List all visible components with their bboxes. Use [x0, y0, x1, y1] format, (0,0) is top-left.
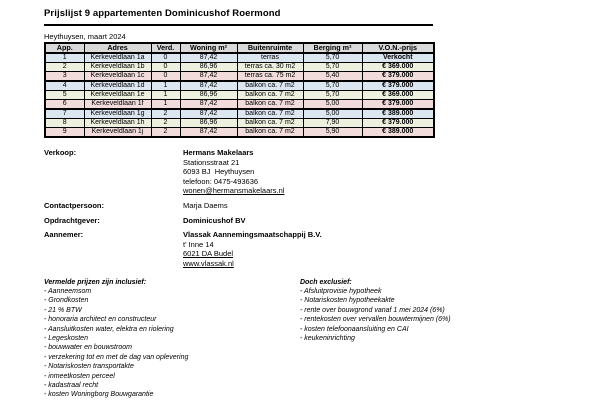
cell-woning: 87,42	[180, 100, 237, 110]
table-row	[45, 91, 434, 100]
info-label: Opdrachtgever:	[44, 215, 100, 225]
cell-adres: Kerkeveldlaan 1b	[84, 63, 151, 72]
info-line: Dominicushof BV	[183, 215, 246, 225]
list-item: - Notariskosten transportakte	[44, 363, 134, 371]
cell-buitenruimte: balkon ca. 7 m2	[237, 100, 303, 110]
cell-app: 3	[45, 72, 84, 82]
cell-prijs: € 379.000	[362, 72, 434, 82]
info-line: telefoon: 0475-493636	[183, 176, 259, 186]
cell-berging: 5,40	[303, 72, 362, 82]
table-row	[45, 119, 434, 128]
cell-app: 5	[45, 91, 84, 100]
cell-prijs: € 379.000	[362, 119, 434, 128]
link[interactable]: 6021 DA Budel	[183, 249, 234, 259]
cell-woning: 87,42	[180, 81, 237, 91]
price-table-body	[45, 53, 434, 137]
cell-prijs: € 369.000	[362, 91, 434, 100]
cell-verd: 1	[151, 81, 180, 91]
exclusief-heading: Doch exclusief:	[300, 278, 352, 286]
column-header: Adres	[84, 43, 151, 53]
date-location: Heythuysen, maart 2024	[44, 32, 126, 41]
info-line: Hermans Makelaars	[183, 148, 254, 157]
column-header: Woning m²	[180, 43, 237, 53]
link[interactable]: www.vlassak.nl	[183, 258, 234, 268]
list-item: - keukeninrichting	[300, 334, 355, 342]
info-label: Contactpersoon:	[44, 200, 104, 210]
column-header: V.O.N.-prijs	[362, 43, 434, 53]
cell-woning: 87,42	[180, 72, 237, 82]
cell-prijs: € 379.000	[362, 100, 434, 110]
info-line: t' Inne 14	[183, 239, 214, 249]
table-row	[45, 63, 434, 72]
list-item: - bouwwater en bouwstroom	[44, 344, 132, 352]
list-item: - Aanneemsom	[44, 287, 92, 295]
cell-prijs: € 379.000	[362, 81, 434, 91]
inclusief-list	[44, 287, 300, 400]
exclusief-column	[300, 278, 478, 400]
table-row	[45, 72, 434, 82]
cell-app: 1	[45, 53, 84, 63]
cell-verd: 0	[151, 72, 180, 82]
link[interactable]: wonen@hermansmakelaars.nl	[183, 186, 285, 196]
list-item: - Notariskosten hypotheekakte	[300, 297, 395, 305]
list-item: - Afsluitprovisie hypotheek	[300, 287, 382, 295]
cell-berging: 5,70	[303, 81, 362, 91]
list-item: - inmeetkosten perceel	[44, 372, 115, 380]
cell-woning: 87,42	[180, 109, 237, 119]
terms-section	[44, 278, 478, 400]
cell-verd: 2	[151, 128, 180, 138]
cell-berging: 5,00	[303, 100, 362, 110]
cell-buitenruimte: balkon ca. 7 m2	[237, 81, 303, 91]
info-line: Marja Daems	[183, 200, 228, 210]
cell-app: 6	[45, 100, 84, 110]
cell-buitenruimte: balkon ca. 7 m2	[237, 119, 303, 128]
cell-app: 4	[45, 81, 84, 91]
table-row	[45, 53, 434, 63]
column-header: Verd.	[151, 43, 180, 53]
list-item: - Legeskosten	[44, 334, 88, 342]
list-item: - rente over bouwgrond vanaf 1 mei 2024 (6%)	[300, 306, 445, 314]
cell-verd: 1	[151, 91, 180, 100]
info-row	[44, 216, 478, 226]
cell-app: 7	[45, 109, 84, 119]
info-line: Vlassak Aannemingsmaatschappij B.V.	[183, 230, 322, 240]
cell-berging: 5,70	[303, 91, 362, 100]
cell-adres: Kerkeveldlaan 1f	[84, 100, 151, 110]
list-item: - Aansluitkosten water, elektra en riolering	[44, 325, 174, 333]
cell-prijs: € 389.000	[362, 109, 434, 119]
table-row	[45, 100, 434, 110]
list-item: - Grondkosten	[44, 297, 89, 305]
cell-berging: 5,90	[303, 128, 362, 138]
cell-verd: 2	[151, 109, 180, 119]
cell-adres: Kerkeveldlaan 1j	[84, 128, 151, 138]
cell-woning: 86,96	[180, 91, 237, 100]
cell-adres: Kerkeveldlaan 1c	[84, 72, 151, 82]
inclusief-column	[44, 278, 300, 400]
list-item: - rentekosten over vervallen bouwtermijnen (6%)	[300, 316, 451, 324]
price-table	[44, 42, 435, 138]
cell-berging: 5,70	[303, 63, 362, 72]
exclusief-list	[300, 287, 478, 343]
info-label: Verkoop:	[44, 148, 77, 157]
contact-section	[44, 148, 478, 269]
inclusief-heading: Vermelde prijzen zijn inclusief:	[44, 278, 147, 286]
column-header: Buitenruimte	[237, 43, 303, 53]
cell-buitenruimte: balkon ca. 7 m2	[237, 109, 303, 119]
cell-buitenruimte: balkon ca. 7 m2	[237, 91, 303, 100]
cell-adres: Kerkeveldlaan 1a	[84, 53, 151, 63]
cell-adres: Kerkeveldlaan 1h	[84, 119, 151, 128]
cell-verd: 1	[151, 100, 180, 110]
list-item: - kosten Woningborg Bouwgarantie	[44, 391, 154, 399]
cell-prijs: € 389.000	[362, 128, 434, 138]
cell-app: 8	[45, 119, 84, 128]
list-item: - kosten telefoonaansluiting en CAI	[300, 325, 409, 333]
cell-buitenruimte: terras	[237, 53, 303, 63]
info-lines	[183, 201, 228, 211]
cell-adres: Kerkeveldlaan 1e	[84, 91, 151, 100]
cell-buitenruimte: terras ca. 75 m2	[237, 72, 303, 82]
cell-prijs: € 369.000	[362, 63, 434, 72]
list-item: - kadastraal recht	[44, 382, 99, 389]
cell-woning: 87,42	[180, 128, 237, 138]
cell-app: 2	[45, 63, 84, 72]
cell-verd: 0	[151, 53, 180, 63]
cell-woning: 86,96	[180, 63, 237, 72]
cell-berging: 7,90	[303, 119, 362, 128]
cell-verd: 0	[151, 63, 180, 72]
cell-verd: 2	[151, 119, 180, 128]
info-row	[44, 201, 478, 211]
cell-adres: Kerkeveldlaan 1g	[84, 109, 151, 119]
info-line: 6093 BJ Heythuysen	[183, 167, 255, 177]
table-row	[45, 128, 434, 138]
cell-woning: 86,96	[180, 119, 237, 128]
cell-buitenruimte: terras ca. 30 m2	[237, 63, 303, 72]
column-header: App.	[45, 43, 84, 53]
cell-berging: 5,70	[303, 53, 362, 63]
list-item: - honoraria architect en constructeur	[44, 316, 157, 324]
info-line: Stationsstraat 21	[183, 157, 240, 167]
info-lines	[183, 148, 284, 196]
price-table-header-row	[45, 43, 434, 53]
table-row	[45, 109, 434, 119]
info-lines	[183, 216, 246, 226]
column-header: Berging m²	[303, 43, 362, 53]
cell-app: 9	[45, 128, 84, 138]
table-row	[45, 81, 434, 91]
cell-berging: 5,00	[303, 109, 362, 119]
cell-prijs: Verkocht	[362, 53, 434, 63]
info-lines	[183, 230, 322, 268]
cell-woning: 87,42	[180, 53, 237, 63]
cell-buitenruimte: balkon ca. 7 m2	[237, 128, 303, 138]
document-title: Prijslijst 9 appartementen Dominicushof Roermond	[44, 8, 433, 26]
list-item: - verzekering tot en met de dag van oplevering	[44, 353, 189, 361]
info-label: Aannemer:	[44, 230, 84, 240]
cell-adres: Kerkeveldlaan 1d	[84, 81, 151, 91]
list-item: - 21 % BTW	[44, 306, 82, 314]
info-row	[44, 148, 478, 196]
info-row	[44, 230, 478, 268]
